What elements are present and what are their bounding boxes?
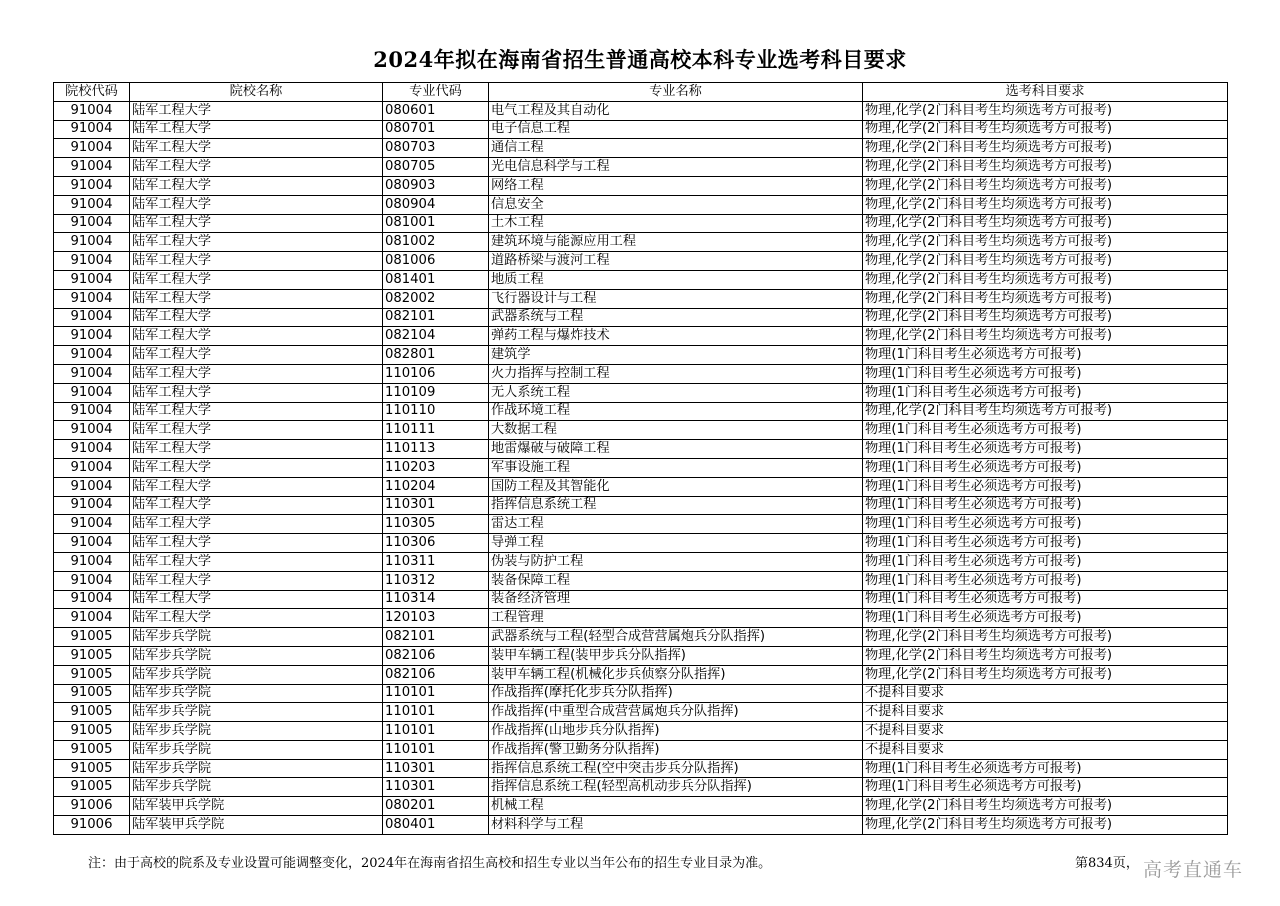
major-name-cell: 作战指挥(中重型合成营营属炮兵分队指挥) <box>489 703 863 722</box>
table-row <box>54 797 1228 816</box>
major-name-cell: 军事设施工程 <box>489 458 863 477</box>
major-name-cell: 飞行器设计与工程 <box>489 289 863 308</box>
page-number: 第834页， <box>1075 856 1139 871</box>
subject-requirement-cell: 物理(1门科目考生必须选考方可报考) <box>863 534 1228 553</box>
major-code-cell: 080601 <box>383 101 489 120</box>
major-code-cell: 082101 <box>383 308 489 327</box>
school-name-cell: 陆军工程大学 <box>130 120 383 139</box>
school-code-cell: 91004 <box>54 252 130 271</box>
subject-requirement-cell: 不提科目要求 <box>863 684 1228 703</box>
subject-requirement-cell: 物理(1门科目考生必须选考方可报考) <box>863 571 1228 590</box>
school-name-cell: 陆军步兵学院 <box>130 778 383 797</box>
major-code-cell: 082106 <box>383 646 489 665</box>
table-row <box>54 101 1228 120</box>
table-row <box>54 421 1228 440</box>
school-code-cell: 91004 <box>54 214 130 233</box>
school-code-cell: 91005 <box>54 778 130 797</box>
school-code-cell: 91005 <box>54 684 130 703</box>
school-name-cell: 陆军工程大学 <box>130 496 383 515</box>
major-code-cell: 080201 <box>383 797 489 816</box>
table-row <box>54 740 1228 759</box>
subject-requirement-cell: 物理(1门科目考生必须选考方可报考) <box>863 477 1228 496</box>
major-code-cell: 110306 <box>383 534 489 553</box>
school-code-cell: 91005 <box>54 722 130 741</box>
table-row <box>54 515 1228 534</box>
table-row <box>54 458 1228 477</box>
table-row <box>54 195 1228 214</box>
major-code-cell: 110101 <box>383 740 489 759</box>
table-row <box>54 402 1228 421</box>
major-code-cell: 080701 <box>383 120 489 139</box>
table-row <box>54 139 1228 158</box>
major-code-cell: 081401 <box>383 270 489 289</box>
school-name-cell: 陆军工程大学 <box>130 534 383 553</box>
major-code-cell: 080703 <box>383 139 489 158</box>
school-name-cell: 陆军工程大学 <box>130 176 383 195</box>
subject-requirement-cell: 物理,化学(2门科目考生均须选考方可报考) <box>863 158 1228 177</box>
school-code-cell: 91004 <box>54 534 130 553</box>
school-code-cell: 91004 <box>54 458 130 477</box>
school-code-cell: 91006 <box>54 816 130 835</box>
school-name-cell: 陆军工程大学 <box>130 609 383 628</box>
school-code-cell: 91004 <box>54 327 130 346</box>
table-row <box>54 646 1228 665</box>
major-name-cell: 装备保障工程 <box>489 571 863 590</box>
subject-requirements-table <box>53 82 1228 835</box>
subject-requirement-cell: 物理(1门科目考生必须选考方可报考) <box>863 778 1228 797</box>
page-title: 2024年拟在海南省招生普通高校本科专业选考科目要求 <box>373 47 907 72</box>
table-row <box>54 534 1228 553</box>
watermark-text: 高考直通车 <box>1143 859 1244 881</box>
subject-requirement-cell: 物理,化学(2门科目考生均须选考方可报考) <box>863 797 1228 816</box>
table-row <box>54 628 1228 647</box>
school-name-cell: 陆军工程大学 <box>130 308 383 327</box>
major-code-cell: 081002 <box>383 233 489 252</box>
school-code-cell: 91005 <box>54 628 130 647</box>
table-row <box>54 120 1228 139</box>
major-name-cell: 无人系统工程 <box>489 383 863 402</box>
school-name-cell: 陆军工程大学 <box>130 458 383 477</box>
major-name-cell: 弹药工程与爆炸技术 <box>489 327 863 346</box>
major-name-cell: 建筑环境与能源应用工程 <box>489 233 863 252</box>
major-code-cell: 082101 <box>383 628 489 647</box>
table-row <box>54 308 1228 327</box>
major-code-cell: 110110 <box>383 402 489 421</box>
major-name-cell: 伪装与防护工程 <box>489 552 863 571</box>
table-header-row <box>54 83 1228 102</box>
subject-requirement-cell: 物理,化学(2门科目考生均须选考方可报考) <box>863 270 1228 289</box>
school-name-cell: 陆军步兵学院 <box>130 628 383 647</box>
school-name-cell: 陆军步兵学院 <box>130 646 383 665</box>
school-name-cell: 陆军步兵学院 <box>130 703 383 722</box>
school-name-cell: 陆军工程大学 <box>130 552 383 571</box>
table-row <box>54 759 1228 778</box>
subject-requirement-cell: 物理,化学(2门科目考生均须选考方可报考) <box>863 816 1228 835</box>
school-code-cell: 91004 <box>54 590 130 609</box>
school-code-cell: 91004 <box>54 233 130 252</box>
major-name-cell: 作战指挥(山地步兵分队指挥) <box>489 722 863 741</box>
major-name-cell: 装备经济管理 <box>489 590 863 609</box>
major-code-cell: 082106 <box>383 665 489 684</box>
subject-requirement-cell: 物理(1门科目考生必须选考方可报考) <box>863 552 1228 571</box>
major-code-cell: 110106 <box>383 364 489 383</box>
table-row <box>54 214 1228 233</box>
subject-requirement-cell: 物理,化学(2门科目考生均须选考方可报考) <box>863 195 1228 214</box>
major-name-cell: 指挥信息系统工程(轻型高机动步兵分队指挥) <box>489 778 863 797</box>
major-name-cell: 武器系统与工程 <box>489 308 863 327</box>
table-row <box>54 684 1228 703</box>
major-name-cell: 作战指挥(警卫勤务分队指挥) <box>489 740 863 759</box>
school-code-cell: 91004 <box>54 139 130 158</box>
major-code-cell: 110204 <box>383 477 489 496</box>
subject-requirement-cell: 物理(1门科目考生必须选考方可报考) <box>863 346 1228 365</box>
major-name-cell: 火力指挥与控制工程 <box>489 364 863 383</box>
school-name-cell: 陆军步兵学院 <box>130 740 383 759</box>
header-major-code: 专业代码 <box>383 83 489 102</box>
school-code-cell: 91006 <box>54 797 130 816</box>
school-name-cell: 陆军工程大学 <box>130 158 383 177</box>
school-code-cell: 91004 <box>54 120 130 139</box>
major-name-cell: 电气工程及其自动化 <box>489 101 863 120</box>
table-row <box>54 383 1228 402</box>
subject-requirement-cell: 物理(1门科目考生必须选考方可报考) <box>863 759 1228 778</box>
major-name-cell: 作战指挥(摩托化步兵分队指挥) <box>489 684 863 703</box>
major-name-cell: 装甲车辆工程(机械化步兵侦察分队指挥) <box>489 665 863 684</box>
major-code-cell: 080401 <box>383 816 489 835</box>
major-name-cell: 建筑学 <box>489 346 863 365</box>
school-name-cell: 陆军装甲兵学院 <box>130 797 383 816</box>
school-name-cell: 陆军工程大学 <box>130 270 383 289</box>
subject-requirement-cell: 物理,化学(2门科目考生均须选考方可报考) <box>863 120 1228 139</box>
table-row <box>54 346 1228 365</box>
subject-requirement-cell: 物理,化学(2门科目考生均须选考方可报考) <box>863 139 1228 158</box>
school-code-cell: 91004 <box>54 552 130 571</box>
school-code-cell: 91004 <box>54 364 130 383</box>
major-name-cell: 地雷爆破与破障工程 <box>489 440 863 459</box>
subject-requirement-cell: 物理,化学(2门科目考生均须选考方可报考) <box>863 402 1228 421</box>
school-code-cell: 91004 <box>54 496 130 515</box>
major-code-cell: 120103 <box>383 609 489 628</box>
major-code-cell: 081006 <box>383 252 489 271</box>
major-name-cell: 指挥信息系统工程(空中突击步兵分队指挥) <box>489 759 863 778</box>
school-name-cell: 陆军工程大学 <box>130 383 383 402</box>
school-name-cell: 陆军工程大学 <box>130 590 383 609</box>
school-name-cell: 陆军工程大学 <box>130 214 383 233</box>
footer-note: 注：由于高校的院系及专业设置可能调整变化，2024年在海南省招生高校和招生专业以当年公布的招生专业目录为准。 <box>88 856 772 871</box>
table-row <box>54 703 1228 722</box>
subject-requirement-cell: 物理(1门科目考生必须选考方可报考) <box>863 421 1228 440</box>
major-name-cell: 通信工程 <box>489 139 863 158</box>
subject-requirement-cell: 物理,化学(2门科目考生均须选考方可报考) <box>863 214 1228 233</box>
major-name-cell: 光电信息科学与工程 <box>489 158 863 177</box>
school-code-cell: 91005 <box>54 740 130 759</box>
table-row <box>54 571 1228 590</box>
major-code-cell: 110312 <box>383 571 489 590</box>
school-code-cell: 91005 <box>54 665 130 684</box>
school-name-cell: 陆军工程大学 <box>130 139 383 158</box>
header-school-code: 院校代码 <box>54 83 130 102</box>
major-code-cell: 110101 <box>383 722 489 741</box>
table-row <box>54 590 1228 609</box>
major-code-cell: 080903 <box>383 176 489 195</box>
subject-requirement-cell: 物理(1门科目考生必须选考方可报考) <box>863 383 1228 402</box>
table-row <box>54 289 1228 308</box>
school-name-cell: 陆军工程大学 <box>130 252 383 271</box>
school-code-cell: 91004 <box>54 176 130 195</box>
school-name-cell: 陆军工程大学 <box>130 327 383 346</box>
major-name-cell: 作战环境工程 <box>489 402 863 421</box>
school-code-cell: 91004 <box>54 346 130 365</box>
school-code-cell: 91004 <box>54 515 130 534</box>
major-name-cell: 雷达工程 <box>489 515 863 534</box>
school-code-cell: 91004 <box>54 383 130 402</box>
major-code-cell: 110305 <box>383 515 489 534</box>
major-name-cell: 电子信息工程 <box>489 120 863 139</box>
major-code-cell: 082801 <box>383 346 489 365</box>
major-code-cell: 082104 <box>383 327 489 346</box>
school-code-cell: 91004 <box>54 571 130 590</box>
subject-requirement-cell: 物理,化学(2门科目考生均须选考方可报考) <box>863 252 1228 271</box>
major-name-cell: 地质工程 <box>489 270 863 289</box>
table-row <box>54 665 1228 684</box>
school-name-cell: 陆军工程大学 <box>130 515 383 534</box>
major-code-cell: 110301 <box>383 778 489 797</box>
subject-requirement-cell: 不提科目要求 <box>863 740 1228 759</box>
table-row <box>54 233 1228 252</box>
major-code-cell: 110311 <box>383 552 489 571</box>
major-name-cell: 道路桥梁与渡河工程 <box>489 252 863 271</box>
school-name-cell: 陆军工程大学 <box>130 233 383 252</box>
school-code-cell: 91004 <box>54 101 130 120</box>
school-code-cell: 91004 <box>54 609 130 628</box>
school-code-cell: 91005 <box>54 759 130 778</box>
school-name-cell: 陆军步兵学院 <box>130 665 383 684</box>
school-name-cell: 陆军工程大学 <box>130 402 383 421</box>
school-code-cell: 91004 <box>54 402 130 421</box>
table-row <box>54 252 1228 271</box>
major-code-cell: 110301 <box>383 496 489 515</box>
table-row <box>54 722 1228 741</box>
major-name-cell: 网络工程 <box>489 176 863 195</box>
school-code-cell: 91004 <box>54 308 130 327</box>
school-name-cell: 陆军工程大学 <box>130 571 383 590</box>
table-row <box>54 609 1228 628</box>
table-row <box>54 778 1228 797</box>
school-name-cell: 陆军工程大学 <box>130 346 383 365</box>
major-code-cell: 080904 <box>383 195 489 214</box>
major-name-cell: 土木工程 <box>489 214 863 233</box>
major-code-cell: 080705 <box>383 158 489 177</box>
major-name-cell: 信息安全 <box>489 195 863 214</box>
major-code-cell: 110109 <box>383 383 489 402</box>
header-school-name: 院校名称 <box>130 83 383 102</box>
school-code-cell: 91004 <box>54 289 130 308</box>
table-row <box>54 270 1228 289</box>
subject-requirement-cell: 物理(1门科目考生必须选考方可报考) <box>863 440 1228 459</box>
major-name-cell: 机械工程 <box>489 797 863 816</box>
table-row <box>54 176 1228 195</box>
subject-requirement-cell: 物理,化学(2门科目考生均须选考方可报考) <box>863 176 1228 195</box>
table-row <box>54 440 1228 459</box>
table-row <box>54 364 1228 383</box>
school-name-cell: 陆军工程大学 <box>130 101 383 120</box>
school-code-cell: 91004 <box>54 477 130 496</box>
major-code-cell: 110101 <box>383 703 489 722</box>
major-name-cell: 国防工程及其智能化 <box>489 477 863 496</box>
table-row <box>54 552 1228 571</box>
major-name-cell: 装甲车辆工程(装甲步兵分队指挥) <box>489 646 863 665</box>
subject-requirement-cell: 物理(1门科目考生必须选考方可报考) <box>863 515 1228 534</box>
subject-requirement-cell: 物理,化学(2门科目考生均须选考方可报考) <box>863 289 1228 308</box>
table-row <box>54 477 1228 496</box>
subject-requirement-cell: 物理(1门科目考生必须选考方可报考) <box>863 496 1228 515</box>
school-code-cell: 91004 <box>54 421 130 440</box>
header-major-name: 专业名称 <box>489 83 863 102</box>
subject-requirement-cell: 不提科目要求 <box>863 703 1228 722</box>
school-name-cell: 陆军装甲兵学院 <box>130 816 383 835</box>
subject-requirement-cell: 物理,化学(2门科目考生均须选考方可报考) <box>863 308 1228 327</box>
table-row <box>54 327 1228 346</box>
school-name-cell: 陆军步兵学院 <box>130 759 383 778</box>
subject-requirement-cell: 物理,化学(2门科目考生均须选考方可报考) <box>863 665 1228 684</box>
major-name-cell: 武器系统与工程(轻型合成营营属炮兵分队指挥) <box>489 628 863 647</box>
subject-requirement-cell: 物理(1门科目考生必须选考方可报考) <box>863 458 1228 477</box>
major-code-cell: 110111 <box>383 421 489 440</box>
subject-requirement-cell: 物理,化学(2门科目考生均须选考方可报考) <box>863 646 1228 665</box>
major-name-cell: 材料科学与工程 <box>489 816 863 835</box>
school-name-cell: 陆军工程大学 <box>130 421 383 440</box>
subject-requirement-cell: 不提科目要求 <box>863 722 1228 741</box>
school-name-cell: 陆军工程大学 <box>130 364 383 383</box>
school-code-cell: 91005 <box>54 646 130 665</box>
school-name-cell: 陆军工程大学 <box>130 195 383 214</box>
school-code-cell: 91005 <box>54 703 130 722</box>
table-body <box>54 101 1228 834</box>
major-code-cell: 110113 <box>383 440 489 459</box>
school-name-cell: 陆军工程大学 <box>130 440 383 459</box>
header-subject-requirement: 选考科目要求 <box>863 83 1228 102</box>
major-name-cell: 导弹工程 <box>489 534 863 553</box>
school-name-cell: 陆军工程大学 <box>130 289 383 308</box>
subject-requirement-cell: 物理,化学(2门科目考生均须选考方可报考) <box>863 101 1228 120</box>
table-row <box>54 496 1228 515</box>
major-code-cell: 110203 <box>383 458 489 477</box>
subject-requirement-cell: 物理(1门科目考生必须选考方可报考) <box>863 590 1228 609</box>
table-row <box>54 158 1228 177</box>
school-code-cell: 91004 <box>54 195 130 214</box>
major-name-cell: 指挥信息系统工程 <box>489 496 863 515</box>
subject-requirement-cell: 物理,化学(2门科目考生均须选考方可报考) <box>863 327 1228 346</box>
major-code-cell: 110101 <box>383 684 489 703</box>
school-code-cell: 91004 <box>54 270 130 289</box>
school-name-cell: 陆军步兵学院 <box>130 722 383 741</box>
subject-requirement-cell: 物理,化学(2门科目考生均须选考方可报考) <box>863 233 1228 252</box>
school-name-cell: 陆军工程大学 <box>130 477 383 496</box>
major-code-cell: 110301 <box>383 759 489 778</box>
subject-requirement-cell: 物理(1门科目考生必须选考方可报考) <box>863 609 1228 628</box>
major-code-cell: 110314 <box>383 590 489 609</box>
school-code-cell: 91004 <box>54 158 130 177</box>
major-name-cell: 大数据工程 <box>489 421 863 440</box>
subject-requirement-cell: 物理(1门科目考生必须选考方可报考) <box>863 364 1228 383</box>
subject-requirement-cell: 物理,化学(2门科目考生均须选考方可报考) <box>863 628 1228 647</box>
school-code-cell: 91004 <box>54 440 130 459</box>
major-name-cell: 工程管理 <box>489 609 863 628</box>
major-code-cell: 082002 <box>383 289 489 308</box>
school-name-cell: 陆军步兵学院 <box>130 684 383 703</box>
table-row <box>54 816 1228 835</box>
major-code-cell: 081001 <box>383 214 489 233</box>
